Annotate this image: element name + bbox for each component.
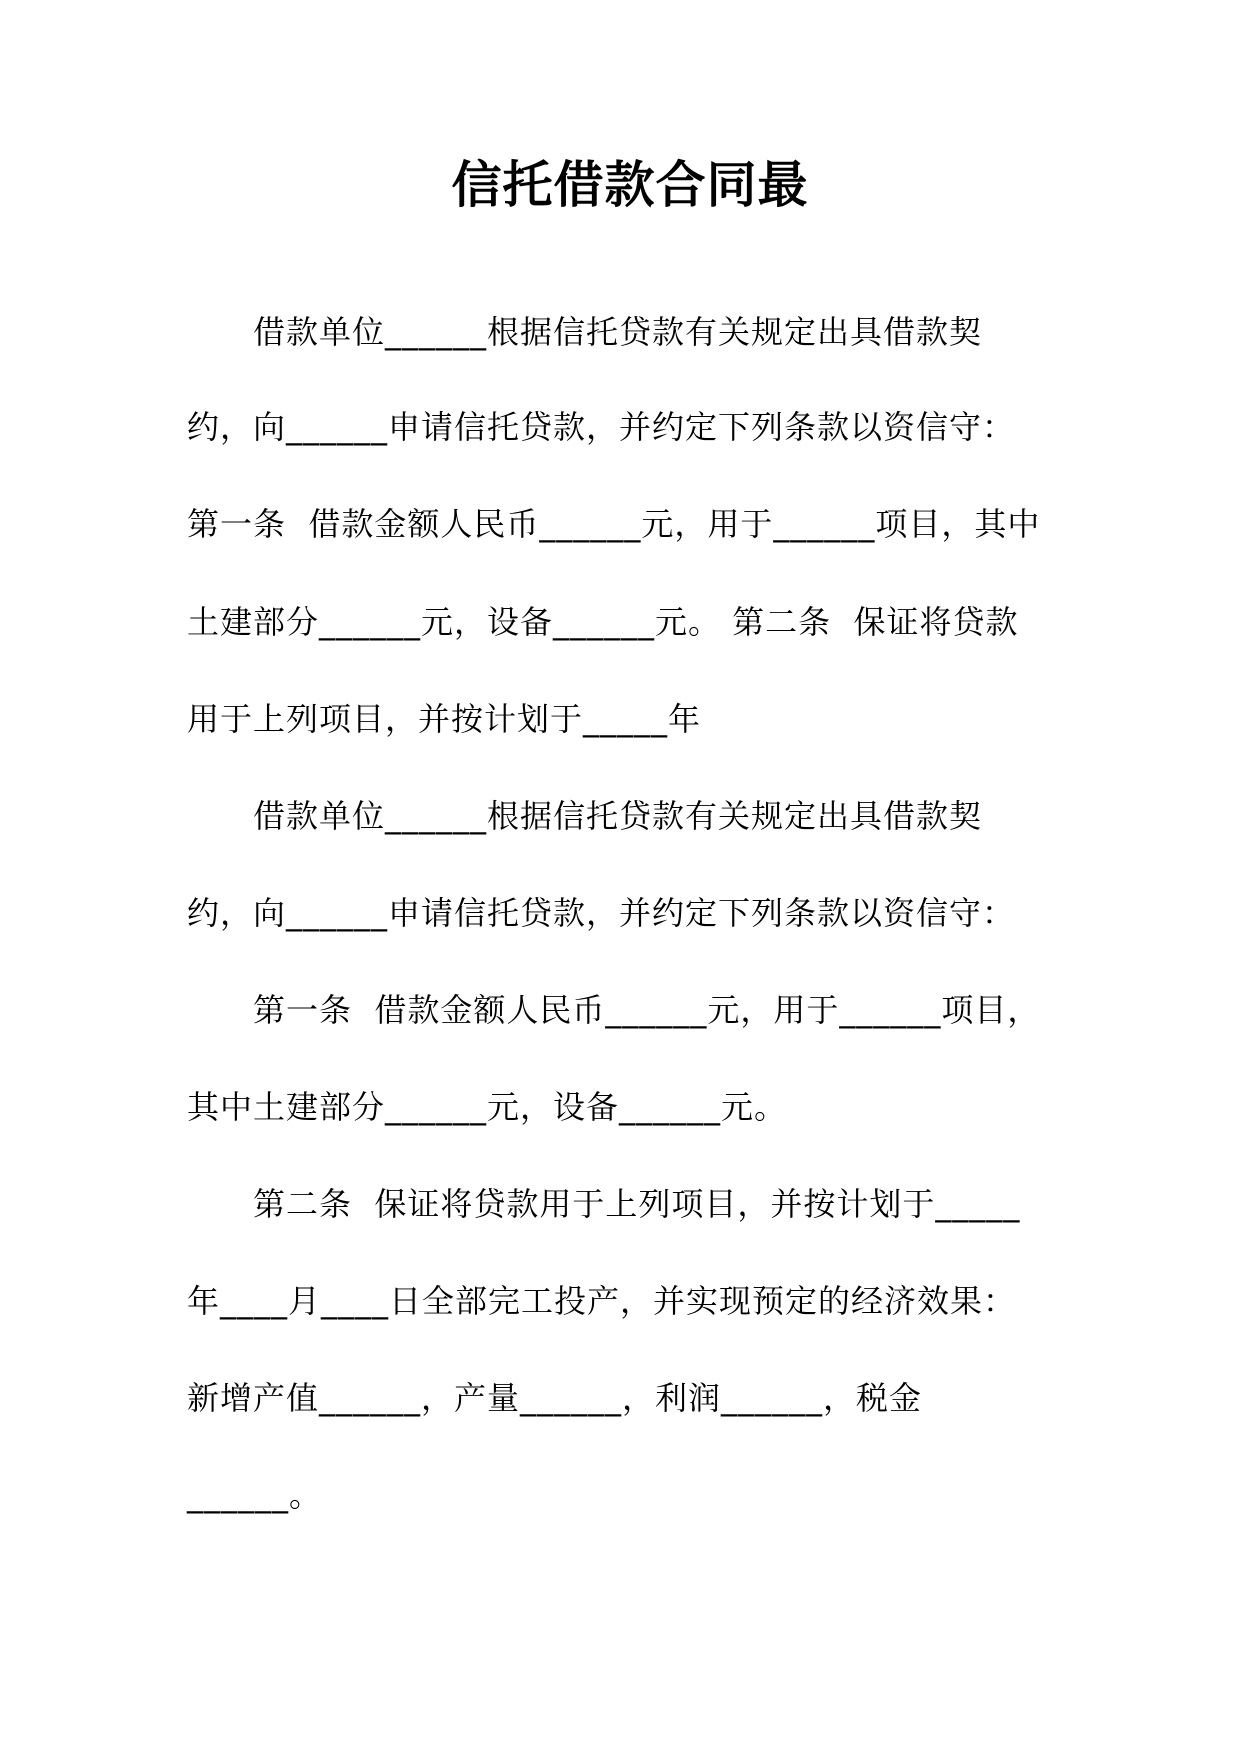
- body-line: 约，向______申请信托贷款，并约定下列条款以资信守：: [187, 894, 1016, 932]
- body-line: 第一条 借款金额人民币______元，用于______项目，: [253, 991, 1041, 1029]
- body-line: 年____月____日全部完工投产，并实现预定的经济效果：: [187, 1282, 1017, 1320]
- body-line: 土建部分______元，设备______元。 第二条 保证将贷款: [187, 603, 1019, 641]
- body-line: 借款单位______根据信托贷款有关规定出具借款契: [253, 313, 983, 351]
- body-line: 新增产值______，产量______，利润______，税金: [187, 1379, 923, 1417]
- body-line: 约，向______申请信托贷款，并约定下列条款以资信守：: [187, 408, 1016, 446]
- body-line: 第一条 借款金额人民币______元，用于______项目，其中: [187, 505, 1041, 543]
- body-line: 其中土建部分______元，设备______元。: [187, 1088, 788, 1126]
- document-title: 信托借款合同最: [451, 155, 809, 214]
- body-line: 用于上列项目，并按计划于_____年: [187, 700, 702, 738]
- body-line: 第二条 保证将贷款用于上列项目，并按计划于_____: [253, 1185, 1021, 1223]
- body-line: ______。: [187, 1476, 323, 1514]
- body-line: 借款单位______根据信托贷款有关规定出具借款契: [253, 797, 983, 835]
